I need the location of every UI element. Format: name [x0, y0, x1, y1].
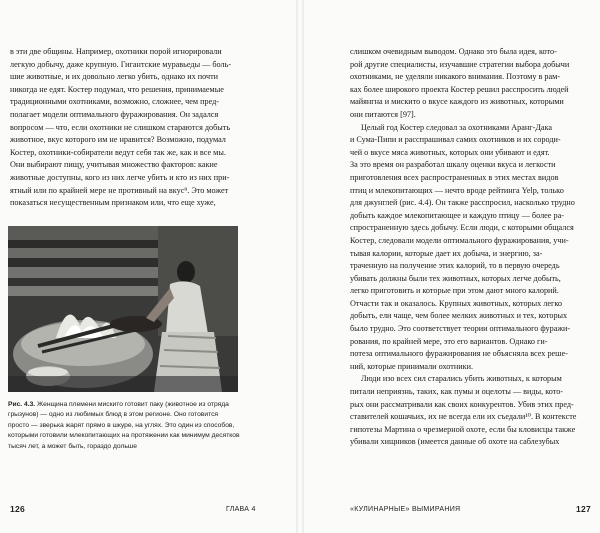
text-line: За это время он разработал шкалу оценки вкуса и легкости — [350, 160, 556, 170]
text-line: ставителей кошачьих, их не всегда ели их съедали¹⁰. В контексте — [350, 412, 577, 422]
text-line: спространенную здесь добычу. Если люди, с которыми общался — [350, 223, 574, 233]
text-line: Целый год Костер следовал за охотниками Аранг-Дака — [361, 122, 553, 132]
text-line: потеза оптимального фуражирования не объясняла всех реше- — [350, 349, 568, 359]
text-line: животное, вкус которого им не нравится? Возможно, подумал — [10, 135, 226, 145]
text-line: тывая калории, которые дает их добыча, и энергию, за- — [350, 248, 543, 258]
page-number-left: 126 — [10, 504, 26, 514]
text-line: траченную на получение этих калорий, то в первую очередь — [350, 261, 560, 271]
text-line: легкую добычу, даже крупную. Гигантские муравьеды — боль- — [10, 59, 232, 69]
page-number-right: 127 — [576, 504, 592, 514]
text-line: показаться несущественным признаком или, что еще хуже, — [10, 198, 216, 208]
text-line: Костер, охотники-собиратели ведут себя так же, как и все мы. — [10, 147, 226, 157]
text-line: рования, по крайней мере, это его вариантов. Однако ги- — [350, 336, 548, 346]
caption-text: Женщина племени мискито готовит паку (животное из отряда грызунов) — одно из любимых блюд в этом регионе. Оно готовится просто — зверька жарят прямо в шкуре, на углях. Это один из способов, которыми готовили млекопитающих на протяжении как минимум десятков тысяч лет, а может быть, гораздо дольше — [8, 401, 240, 450]
text-line: чей о вкусе мяса животных, которых они убивают и едят. — [350, 147, 550, 157]
text-line: они питаются [97]. — [350, 109, 416, 119]
text-line: традиционными охотниками, возможно, сложнее, чем пред- — [10, 97, 220, 107]
text-line: убивали хищников (имеется данные об охоте на саблезубых — [350, 437, 560, 447]
text-line: питали неприязнь, таких, как пумы и оцелоты — виды, кото- — [350, 387, 564, 397]
text-line: для джунглей (рис. 4.4). Он также расспросил, насколько трудно — [350, 198, 575, 208]
text-line: добыть, ели чаще, чем более мелких животных и тех, которых — [350, 311, 568, 321]
text-line: никогда не едят. Костер подумал, что решения, принимаемые — [10, 84, 224, 94]
photo-illustration — [8, 226, 238, 392]
text-line: Они выбирают пищу, учитывая множество факторов: какие — [10, 160, 218, 170]
text-line: Отчасти так и оказалось. Крупных животных, которых легко — [350, 298, 563, 308]
paragraph — [350, 373, 590, 449]
left-page-text — [10, 46, 286, 210]
right-page — [304, 0, 600, 533]
text-line: майянгна и мискито о вкусе каждого из животных, которыми — [350, 97, 564, 107]
text-line: животные доступны, кого из них легче убить и кто из них при- — [10, 172, 230, 182]
text-line: шие животные, и их довольно легко убить, однако их почти — [10, 72, 219, 82]
caption-label: Рис. 4.3. — [8, 401, 36, 408]
running-head-left: ГЛАВА 4 — [226, 506, 256, 513]
right-page-text — [350, 46, 590, 449]
figure-caption — [8, 400, 240, 452]
text-line: птиц и млекопитающих — нечто вроде рейтинга Yelp, только — [350, 185, 564, 195]
text-line: ний, которые принимали охотники. — [350, 361, 473, 371]
text-line: Люди изо всех сил старались убить животных, к которым — [361, 374, 562, 384]
text-line: рой другие специалисты, изучавшие стратегии выбора добычи — [350, 59, 570, 69]
left-page — [0, 0, 296, 533]
text-line: приготовления всех распространенных в этих местах видов — [350, 172, 559, 182]
text-line: полагает модели оптимального фуражирования. Он задался — [10, 109, 219, 119]
book-gutter — [296, 0, 304, 533]
text-line: и Сума-Пипи и расспрашивал самих охотников и их сороди- — [350, 135, 561, 145]
text-line: Костер, следовали модели оптимального фуражирования, учи- — [350, 235, 569, 245]
text-line: рых они рассматривали как своих конкурентов. Убив этих пред- — [350, 399, 574, 409]
figure-photo — [8, 226, 238, 392]
paragraph — [350, 46, 590, 122]
text-line: убивать должны были тех животных, которых легче добыть, — [350, 273, 561, 283]
running-head-right: «КУЛИНАРНЫЕ» ВЫМИРАНИЯ — [350, 506, 461, 513]
text-line: добыть каждое млекопитающее и каждую птицу — более ра- — [350, 210, 564, 220]
text-line: вопросом — что, если охотники не слишком стараются добыть — [10, 122, 231, 132]
text-line: слишком очевидным выводом. Однако это была идея, кото- — [350, 47, 557, 56]
text-line: ках более широкого проекта Костер решил расспросить людей — [350, 84, 569, 94]
text-line: в эти две общины. Например, охотники порой игнорировали — [10, 47, 222, 56]
paragraph — [350, 122, 590, 374]
text-line: было трудно. Это соответствует теории оптимального фуражи- — [350, 324, 571, 334]
text-line: охотниками, не уделяли никакого внимания. Поэтому в рам- — [350, 72, 561, 82]
text-line: ятный или по крайней мере не противный на вкус⁹. Это может — [10, 185, 229, 195]
text-line: легко приготовить и которые при этом дают много калорий. — [350, 286, 559, 296]
text-line: гипотезы Мартина о чрезмерной охоте, если бы кловисцы также — [350, 424, 576, 434]
